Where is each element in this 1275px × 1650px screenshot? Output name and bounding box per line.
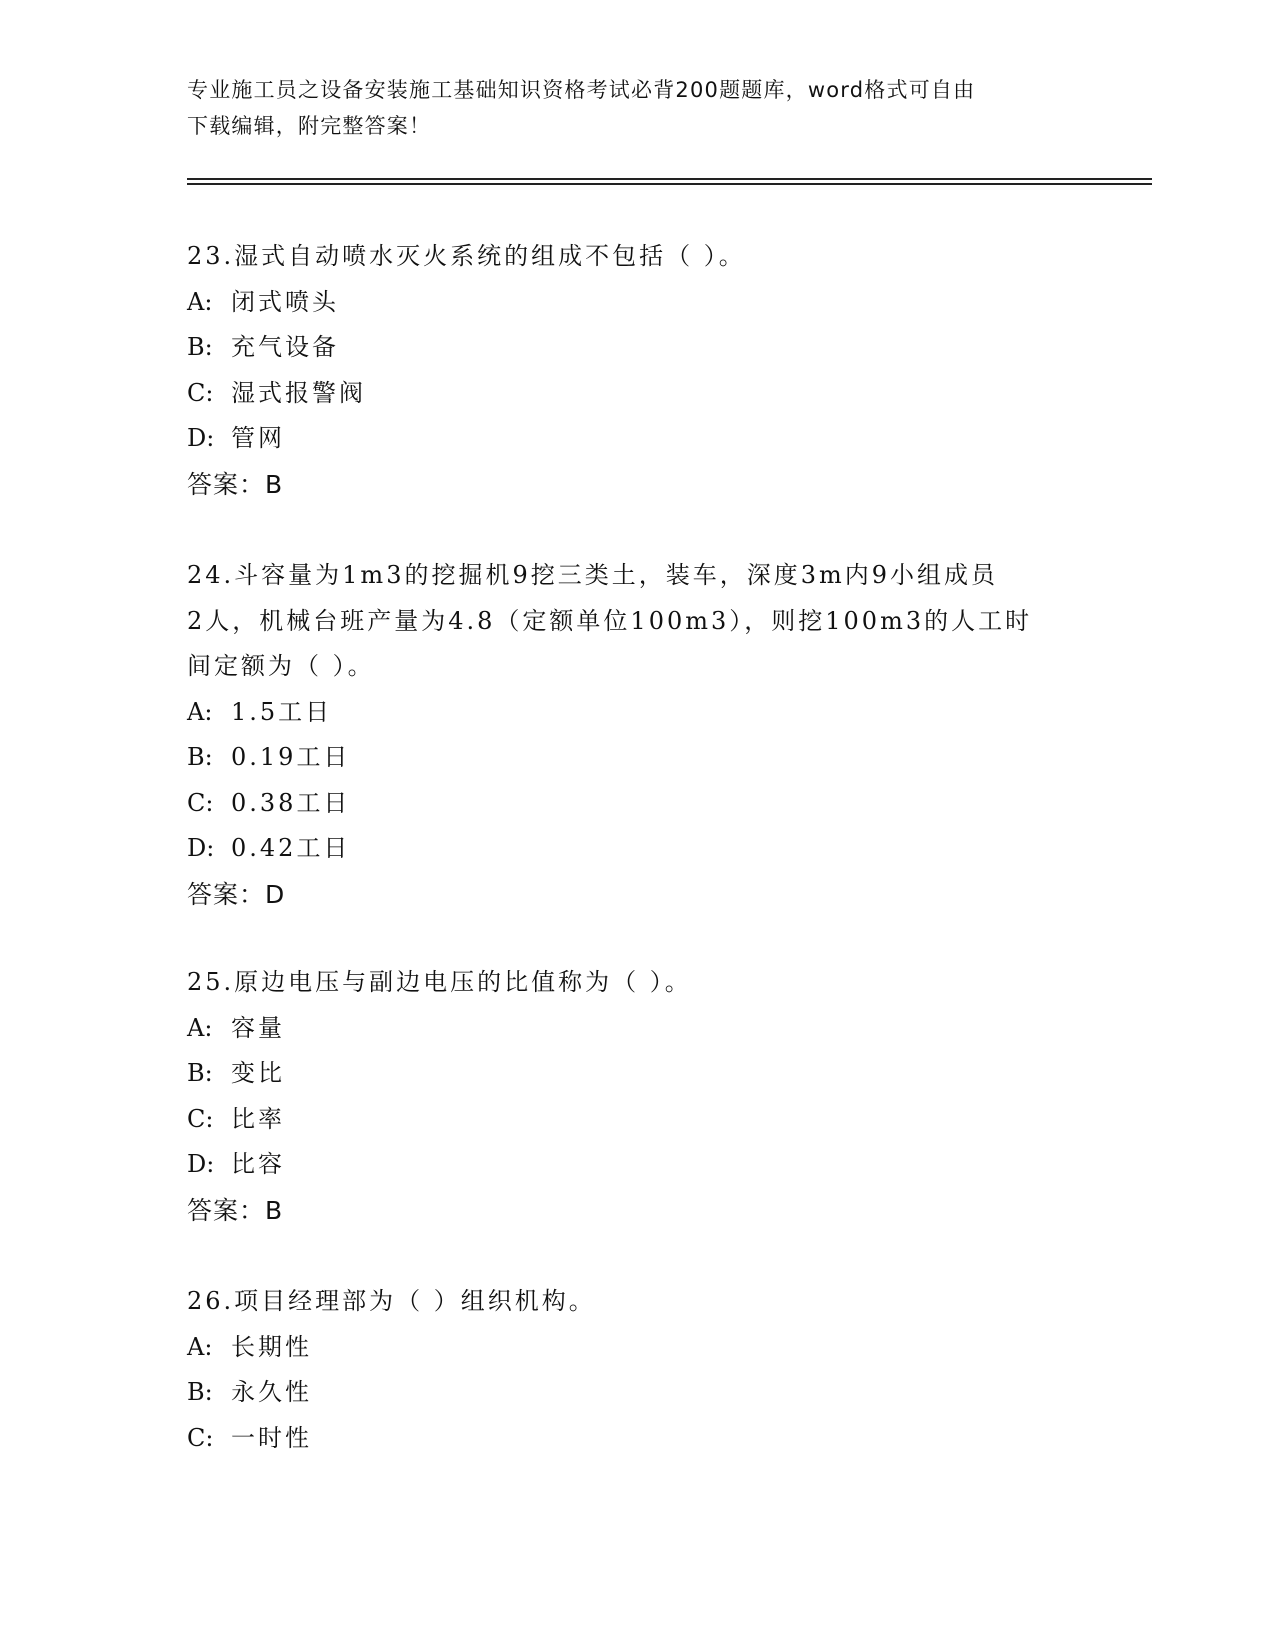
option-a [187, 280, 1067, 326]
option-text: 闭式喷头 [231, 287, 339, 316]
option-label: B: [187, 1059, 213, 1087]
answer: 答案：B [187, 469, 284, 499]
option-label: C: [187, 378, 214, 407]
header-line-1: 专业施工员之设备安装施工基础知识资格考试必背200题题库，word格式可自由 [187, 78, 976, 102]
option-label: A: [187, 287, 213, 316]
option-label: D: [187, 834, 215, 862]
option-label: C: [187, 1104, 214, 1133]
option-text: 比率 [231, 1104, 285, 1133]
option-b [187, 1051, 1067, 1097]
option-text: 变比 [231, 1059, 285, 1087]
option-text: 充气设备 [231, 333, 339, 361]
question-text: 2人，机械台班产量为4.8（定额单位100m3），则挖100m3的人工时 [187, 606, 1033, 635]
option-c [187, 1097, 1067, 1143]
option-label: A: [187, 1332, 213, 1361]
question-text: 间定额为（ ）。 [187, 652, 375, 680]
option-text: 一时性 [231, 1423, 312, 1452]
option-b [187, 325, 1067, 371]
option-text: 0.38工日 [231, 788, 351, 817]
option-text: 湿式报警阀 [231, 378, 366, 407]
header-line-2: 下载编辑，附完整答案！ [187, 114, 432, 138]
option-text: 永久性 [231, 1378, 312, 1406]
option-a [187, 690, 1067, 736]
option-text: 1.5工日 [231, 697, 333, 726]
document-header [187, 72, 1067, 144]
option-c [187, 371, 1067, 417]
option-text: 长期性 [231, 1332, 312, 1361]
option-a [187, 1006, 1067, 1052]
question-25 [187, 960, 1067, 1233]
option-c [187, 781, 1067, 827]
option-label: A: [187, 697, 213, 726]
option-a [187, 1325, 1067, 1371]
header-divider-top [187, 178, 1152, 180]
option-label: D: [187, 1150, 215, 1178]
option-text: 0.42工日 [231, 834, 351, 862]
option-label: B: [187, 743, 213, 771]
question-text: 23.湿式自动喷水灭火系统的组成不包括（ ）。 [187, 242, 746, 270]
option-label: C: [187, 788, 214, 817]
option-label: B: [187, 333, 213, 361]
header-divider-bottom [187, 183, 1152, 185]
question-text: 25.原边电压与副边电压的比值称为（ ）。 [187, 968, 692, 996]
question-text: 26.项目经理部为（ ）组织机构。 [187, 1287, 596, 1315]
option-b [187, 1370, 1067, 1416]
question-23 [187, 234, 1067, 507]
option-text: 比容 [231, 1150, 285, 1178]
option-text: 容量 [231, 1013, 285, 1042]
option-d [187, 416, 1067, 462]
question-text: 24.斗容量为1m3的挖掘机9挖三类土，装车，深度3m内9小组成员 [187, 561, 999, 589]
option-label: D: [187, 424, 215, 452]
option-label: A: [187, 1013, 213, 1042]
option-c [187, 1416, 1067, 1462]
option-label: C: [187, 1423, 214, 1452]
question-26 [187, 1279, 1067, 1461]
option-text: 0.19工日 [231, 743, 351, 771]
answer: 答案：D [187, 879, 286, 909]
answer: 答案：B [187, 1195, 284, 1225]
option-text: 管网 [231, 424, 285, 452]
option-d [187, 1142, 1067, 1188]
option-b [187, 735, 1067, 781]
option-label: B: [187, 1378, 213, 1406]
option-d [187, 826, 1067, 872]
question-24 [187, 553, 1067, 917]
